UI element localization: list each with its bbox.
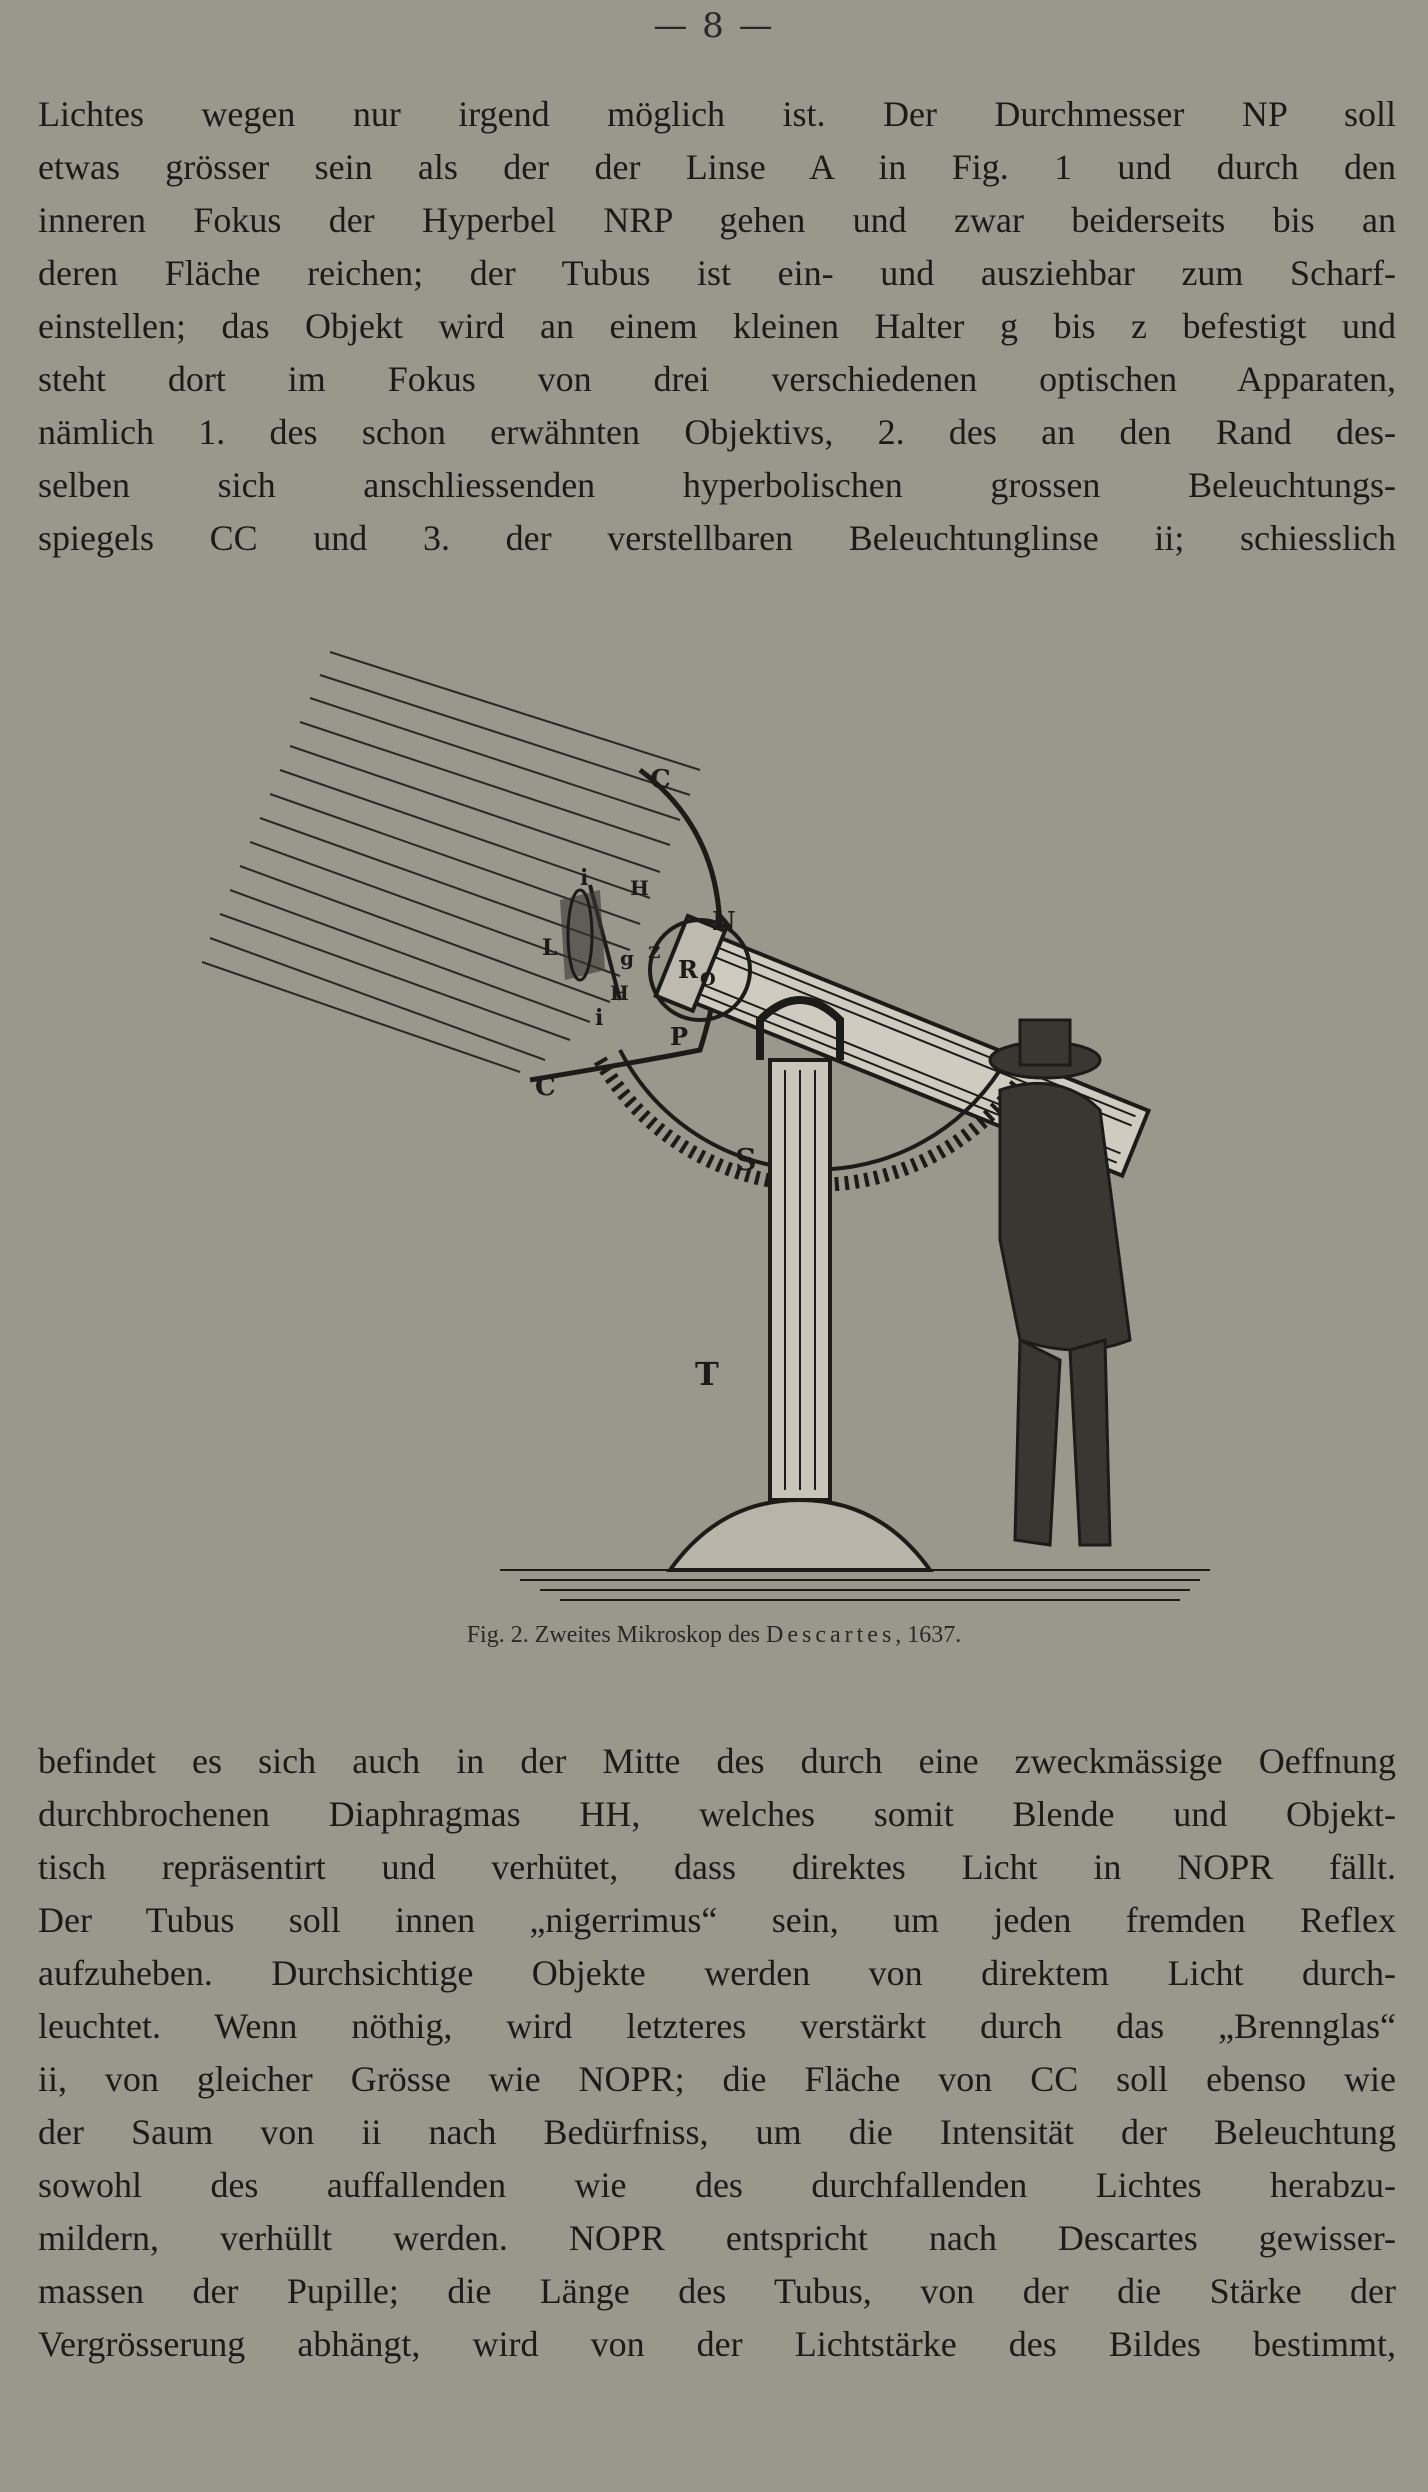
label-t: T <box>695 1355 719 1393</box>
bottom-paragraph <box>38 1735 1396 2371</box>
base <box>670 1500 930 1570</box>
label-i-top: i <box>580 865 589 891</box>
text-line: durchbrochenen Diaphragmas HH, welches somit Blende und Objekt- <box>38 1794 1396 1834</box>
label-s: S <box>735 1143 757 1178</box>
text-line: spiegels CC und 3. der verstellbaren Beleuchtunglinse ii; schiesslich <box>38 518 1396 558</box>
text-line: inneren Fokus der Hyperbel NRP gehen und zwar beiderseits bis an <box>38 200 1396 240</box>
figure-caption <box>0 1622 1428 1649</box>
caption-suffix: , 1637. <box>895 1622 962 1648</box>
label-c-top: C <box>650 765 671 795</box>
text-line: deren Fläche reichen; der Tubus ist ein- und ausziehbar zum Scharf- <box>38 253 1396 293</box>
top-paragraph <box>38 88 1396 565</box>
caption-prefix: Fig. 2. Zweites Mikroskop des <box>466 1622 761 1648</box>
label-h-bottom: H <box>610 981 629 1005</box>
label-o: O <box>700 969 716 990</box>
light-rays <box>202 652 700 1072</box>
text-line: leuchtet. Wenn nöthig, wird letzteres verstärkt durch das „Brennglas“ <box>38 2006 1396 2046</box>
text-line: ii, von gleicher Grösse wie NOPR; die Fläche von CC soll ebenso wie <box>38 2059 1396 2099</box>
text-line: Lichtes wegen nur irgend möglich ist. Der Durchmesser NP soll <box>38 94 1396 134</box>
text-line: nämlich 1. des schon erwähnten Objektivs, 2. des an den Rand des- <box>38 412 1396 452</box>
text-line: tisch repräsentirt und verhütet, dass direktes Licht in NOPR fällt. <box>38 1847 1396 1887</box>
text-line: aufzuheben. Durchsichtige Objekte werden von direktem Licht durch- <box>38 1953 1396 1993</box>
text-line: mildern, verhüllt werden. NOPR entspricht nach Descartes gewisser- <box>38 2218 1396 2258</box>
text-line: etwas grösser sein als der der Linse A in Fig. 1 und durch den <box>38 147 1396 187</box>
label-i-bottom: i <box>595 1005 604 1031</box>
text-line: steht dort im Fokus von drei verschiedenen optischen Apparaten, <box>38 359 1396 399</box>
label-n: N <box>712 907 736 937</box>
text-line: einstellen; das Objekt wird an einem kleinen Halter g bis z befestigt und <box>38 306 1396 346</box>
label-h-top: H <box>630 876 649 900</box>
text-line: Der Tubus soll innen „nigerrimus“ sein, um jeden fremden Reflex <box>38 1900 1396 1940</box>
text-line: sowohl des auffallenden wie des durchfallenden Lichtes herabzu- <box>38 2165 1396 2205</box>
label-l: L <box>542 935 558 961</box>
text-line: selben sich anschliessenden hyperbolischen grossen Beleuchtungs- <box>38 465 1396 505</box>
caption-name: Descartes <box>766 1622 896 1648</box>
microscope-illustration <box>200 640 1240 1610</box>
label-g: g <box>620 946 634 970</box>
ground <box>500 1570 1210 1600</box>
label-r: R <box>678 955 698 984</box>
label-p: P <box>670 1022 689 1051</box>
label-c-bottom: C <box>535 1072 556 1102</box>
text-line: der Saum von ii nach Bedürfniss, um die Intensität der Beleuchtung <box>38 2112 1396 2152</box>
page-number: — 8 — <box>653 6 775 46</box>
text-line: massen der Pupille; die Länge des Tubus, von der die Stärke der <box>38 2271 1396 2311</box>
microscope-drawing <box>200 640 1240 1610</box>
text-line: befindet es sich auch in der Mitte des durch eine zweckmässige Oeffnung <box>38 1741 1396 1781</box>
text-line: Vergrösserung abhängt, wird von der Lichtstärke des Bildes bestimmt, <box>38 2324 1396 2364</box>
label-z: z <box>648 938 661 964</box>
